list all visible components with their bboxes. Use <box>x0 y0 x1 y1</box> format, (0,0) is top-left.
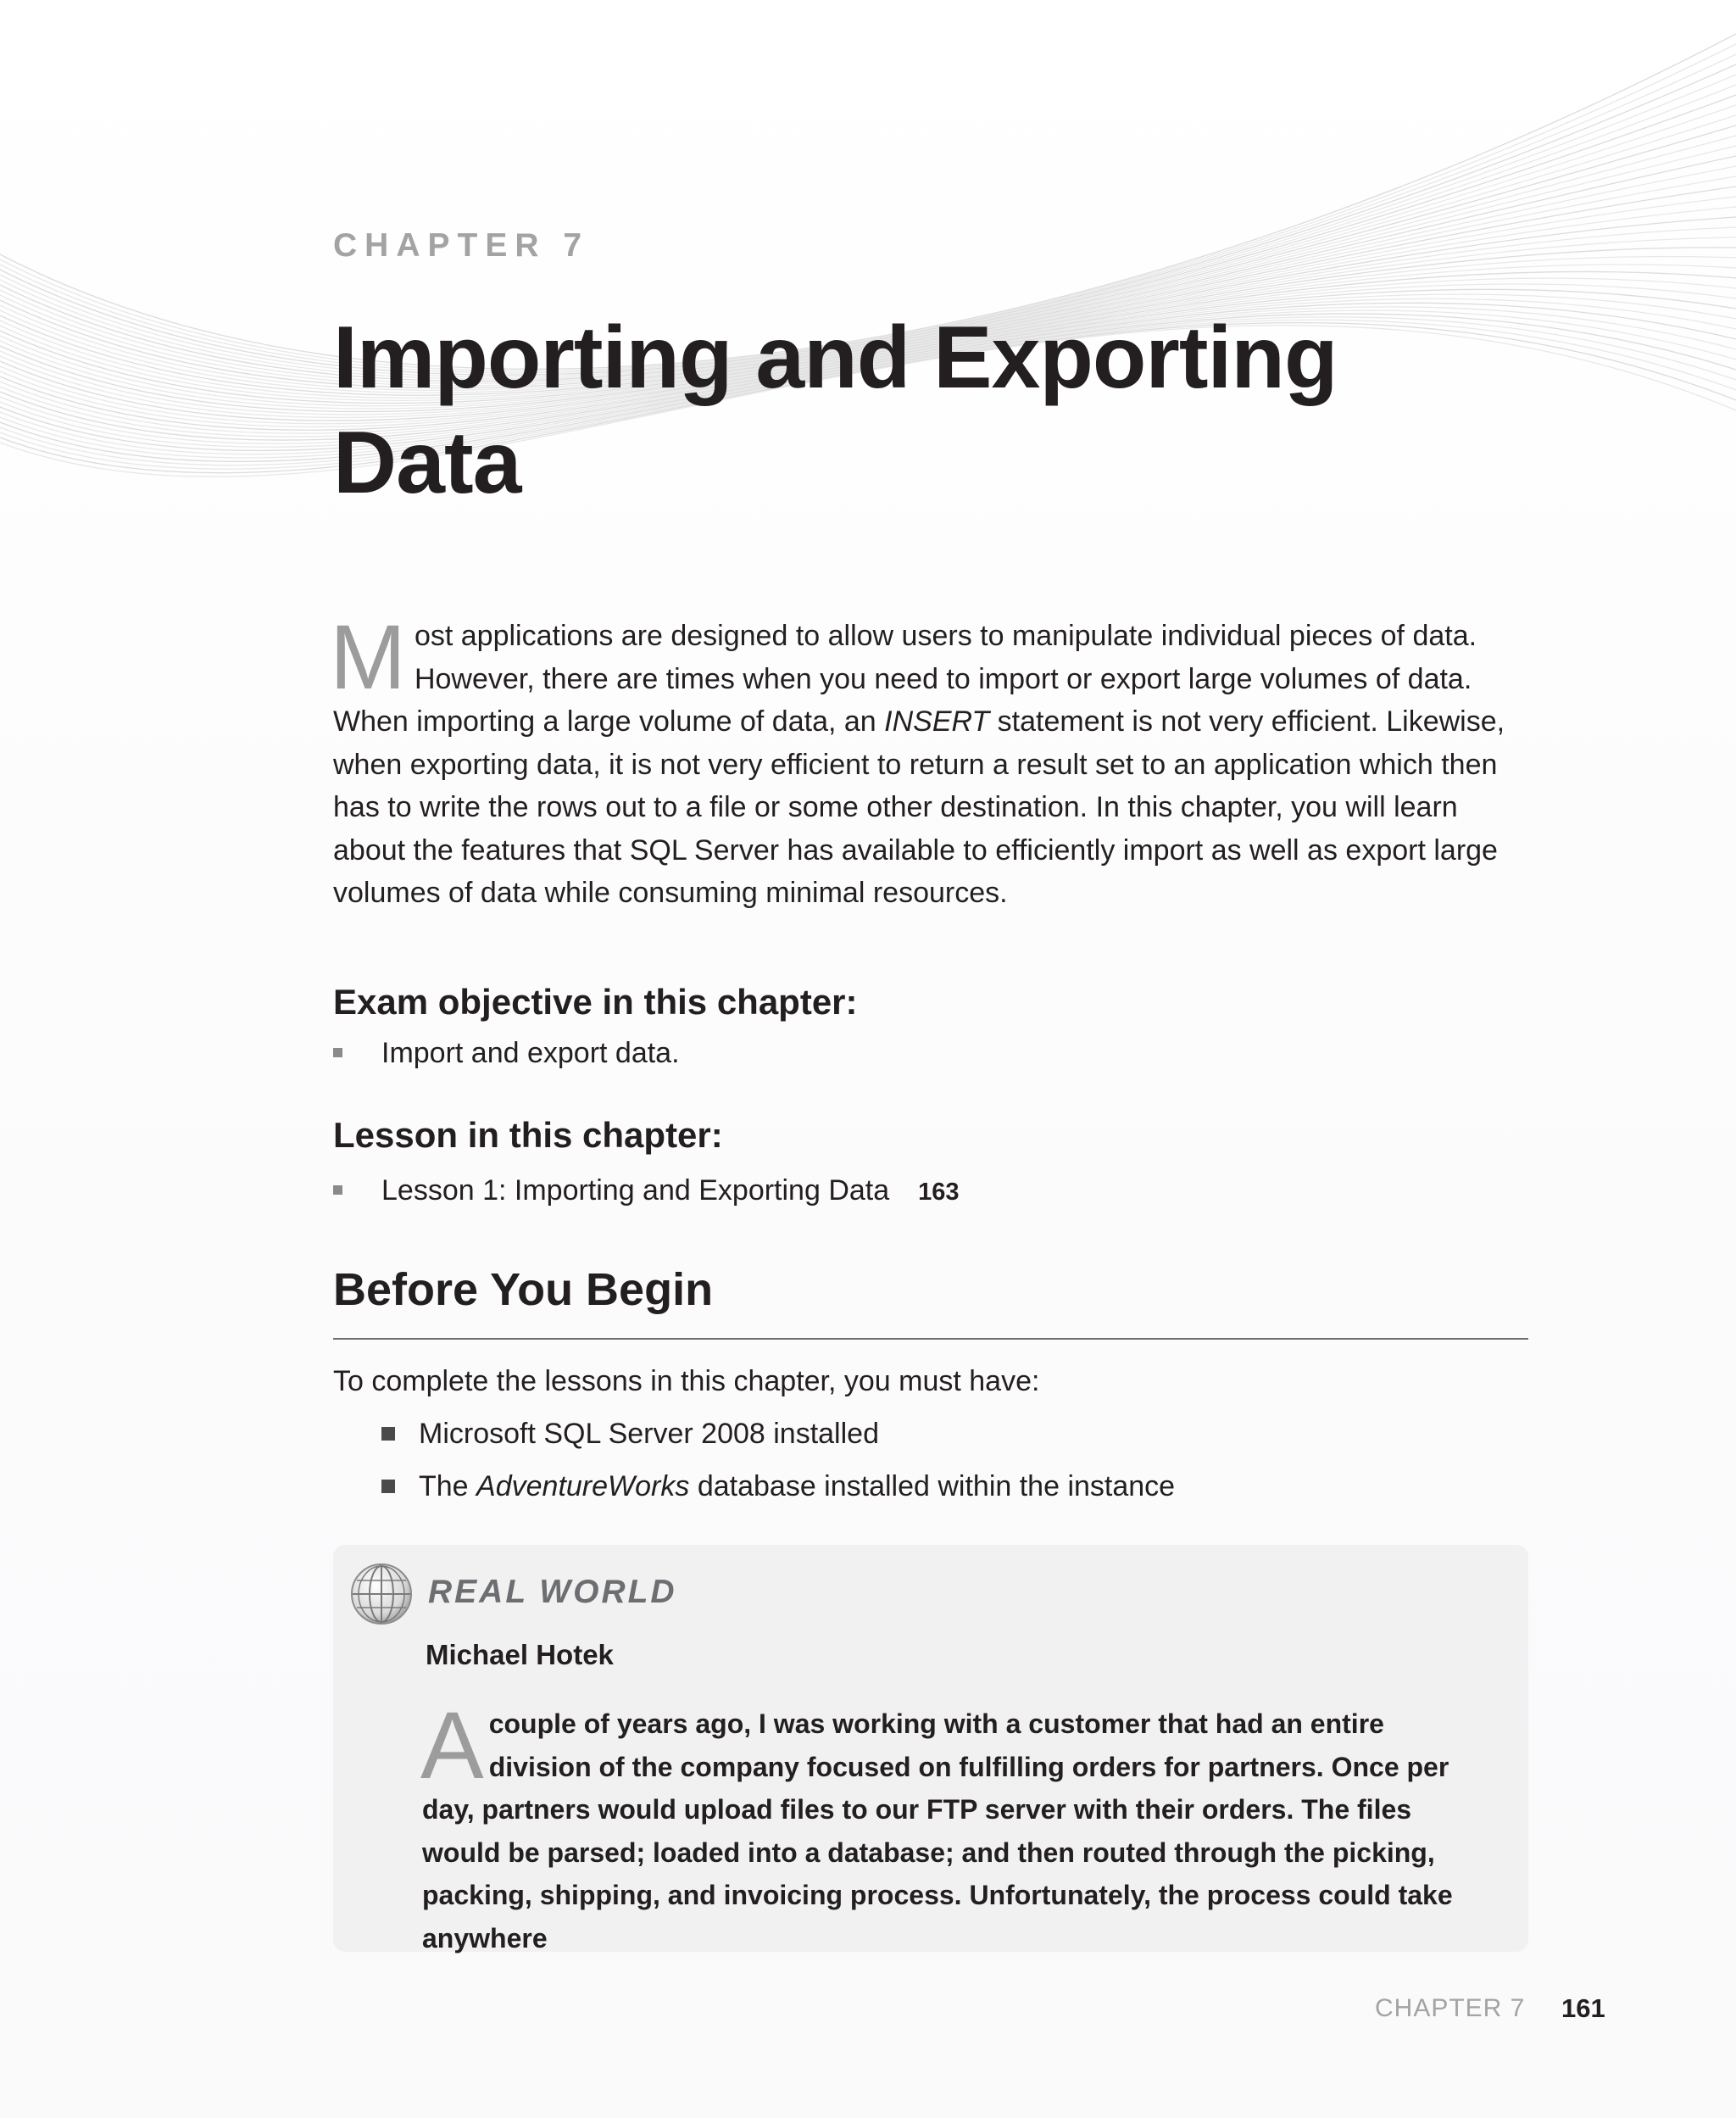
before-you-begin-heading: Before You Begin <box>333 1264 714 1315</box>
bullet-icon <box>333 1048 342 1057</box>
bullet-icon <box>381 1427 395 1441</box>
requirement-item <box>381 1418 879 1451</box>
sidebar-text: couple of years ago, I was working with a customer that had an entire division of the company focused on fulfilling orders for partners. Once per day, partners would upload files to our FTP server with their orders. The files would be parsed; loaded into a database; and then routed through the picking, packing, shipping, and invoicing process. Unfortunately, the process could take anywhere <box>422 1708 1453 1954</box>
footer-page-number: 161 <box>1561 1993 1605 2023</box>
intro-paragraph <box>330 605 1537 915</box>
lesson-item <box>333 1174 960 1207</box>
section-divider <box>333 1338 1528 1340</box>
chapter-title: Importing and Exporting Data <box>333 309 1338 512</box>
requirement-text-pre: The <box>419 1470 477 1502</box>
real-world-label: REAL WORLD <box>428 1574 677 1610</box>
intro-text-1: ost applications are designed to allow users to manipulate individual pieces of data. However, there are times when you need to import or export large volumes of data. When importing a large volume of data, an <box>333 620 1477 738</box>
intro-emphasis: INSERT <box>884 705 990 738</box>
sidebar-dropcap: A <box>420 1692 484 1798</box>
requirement-item <box>381 1470 1175 1503</box>
bullet-icon <box>333 1185 342 1195</box>
lesson-page-number: 163 <box>918 1179 960 1206</box>
exam-objective-text: Import and export data. <box>381 1037 680 1069</box>
footer-chapter-label: CHAPTER 7 <box>1375 1994 1526 2022</box>
chapter-label: CHAPTER 7 <box>333 227 590 264</box>
exam-objective-item <box>333 1037 680 1070</box>
sidebar-body <box>420 1692 1482 1959</box>
lesson-heading: Lesson in this chapter: <box>333 1115 723 1155</box>
requirements-intro: To complete the lessons in this chapter, you must have: <box>333 1365 1040 1397</box>
exam-objective-heading: Exam objective in this chapter: <box>333 982 858 1022</box>
requirement-text-post: database installed within the instance <box>689 1470 1176 1502</box>
bullet-icon <box>381 1480 395 1493</box>
sidebar-author: Michael Hotek <box>426 1639 614 1670</box>
globe-icon <box>348 1560 415 1628</box>
requirement-text: Microsoft SQL Server 2008 installed <box>419 1418 879 1450</box>
lesson-title: Lesson 1: Importing and Exporting Data <box>381 1174 890 1207</box>
intro-text-2: statement is not very efficient. Likewise, when exporting data, it is not very efficient to return a result set to an application which then has to write the rows out to a file or some other destination. In this chapter, you will learn about the features that SQL Server has available to efficiently import as well as export large volumes of data while consuming minimal resources. <box>333 705 1505 909</box>
requirement-emphasis: AdventureWorks <box>476 1470 690 1502</box>
intro-dropcap: M <box>330 605 406 708</box>
